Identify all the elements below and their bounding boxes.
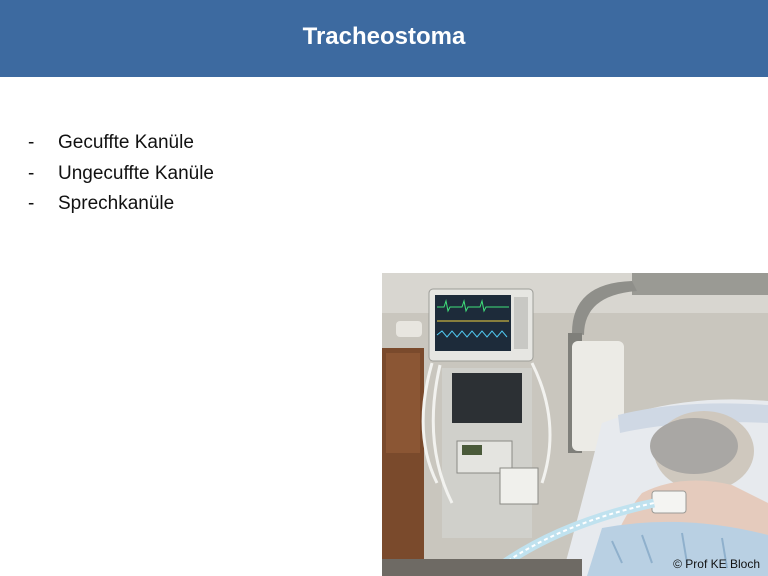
bullet-item	[28, 128, 214, 159]
title-bar	[0, 0, 768, 77]
photo-credit: © Prof KE Bloch	[673, 557, 760, 571]
photo-illustration	[382, 273, 768, 576]
bullet-text: Sprechkanüle	[58, 193, 175, 214]
bullet-marker: -	[28, 162, 35, 184]
bullet-marker: -	[28, 132, 35, 153]
bullet-item	[28, 189, 214, 220]
bullet-marker: -	[28, 193, 35, 214]
bullet-text: Gecuffte Kanüle	[58, 132, 194, 153]
bullet-text: Ungecuffte Kanüle	[58, 162, 214, 184]
bullet-list	[28, 128, 214, 220]
slide-title: Tracheostoma	[302, 22, 466, 50]
icu-patient-photo	[382, 273, 768, 576]
bullet-item	[28, 159, 214, 190]
